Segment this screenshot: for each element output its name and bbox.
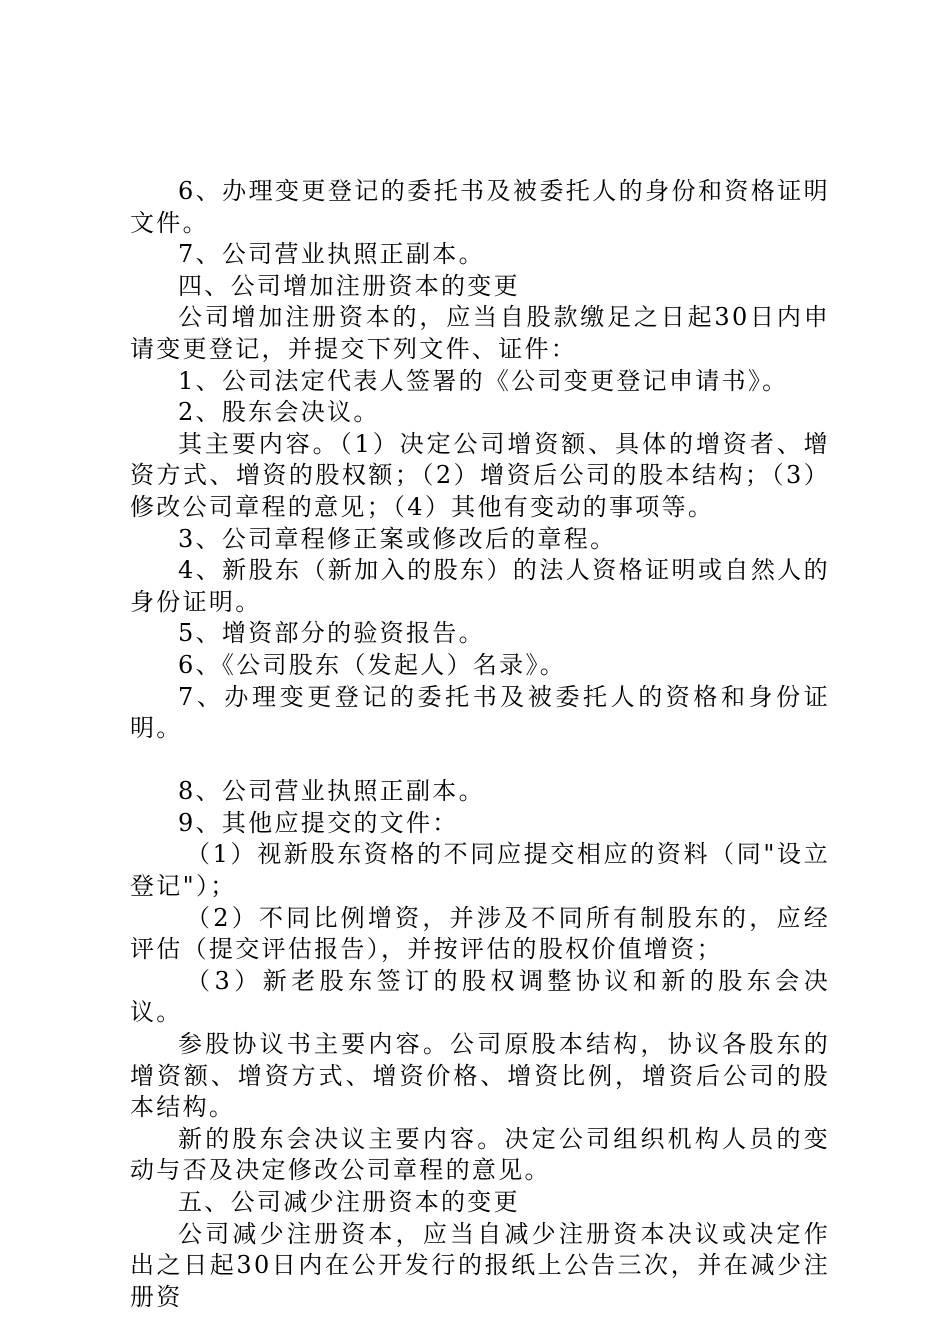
paragraph-item-8-business-license: 8、公司营业执照正副本。	[178, 777, 485, 806]
paragraph-item-2-resolution: 2、股东会决议。	[178, 398, 380, 427]
paragraph-item-6-shareholder-list: 6、《公司股东（发起人）名录》。	[178, 650, 567, 679]
paragraph-item-3-articles: 3、公司章程修正案或修改后的章程。	[178, 524, 617, 553]
paragraph-item-9-other-documents: 9、其他应提交的文件：	[178, 808, 459, 837]
paragraph-subitem-1: （1）视新股东资格的不同应提交相应的资料（同"设立登记"）；	[130, 840, 830, 901]
paragraph-resolution-contents: 其主要内容。（1）决定公司增资额、具体的增资者、增资方式、增资的股权额；（2）增资后公司的股本结构；（3）修改公司章程的意见；（4）其他有变动的事项等。	[130, 429, 830, 521]
paragraph-new-resolution-contents: 新的股东会决议主要内容。决定公司组织机构人员的变动与否及决定修改公司章程的意见。	[130, 1124, 830, 1185]
paragraph-item-5-capital-verification: 5、增资部分的验资报告。	[178, 619, 485, 648]
paragraph-capital-increase-intro: 公司增加注册资本的，应当自股款缴足之日起30日内申请变更登记，并提交下列文件、证件：	[130, 303, 830, 363]
paragraph-item-7-power-of-attorney: 7、办理变更登记的委托书及被委托人的资格和身份证明。	[130, 682, 830, 743]
section-heading-capital-reduction: 五、公司减少注册资本的变更	[178, 1188, 520, 1216]
paragraph-capital-reduction-intro: 公司减少注册资本，应当自减少注册资本决议或决定作出之日起30日内在公开发行的报纸上公告三次，并在减少注册资	[130, 1219, 830, 1311]
blank-line	[130, 745, 830, 777]
paragraph-subitem-2: （2）不同比例增资，并涉及不同所有制股东的，应经评估（提交评估报告），并按评估的股权价值增资；	[130, 903, 830, 964]
paragraph-subitem-3: （3）新老股东签订的股权调整协议和新的股东会决议。	[130, 966, 830, 1027]
paragraph-agreement-contents: 参股协议书主要内容。公司原股本结构，协议各股东的增资额、增资方式、增资价格、增资比例，增资后公司的股本结构。	[130, 1030, 830, 1122]
paragraph-item-6-power-of-attorney: 6、办理变更登记的委托书及被委托人的身份和资格证明文件。	[130, 177, 830, 237]
paragraph-item-7-business-license: 7、公司营业执照正副本。	[178, 240, 485, 269]
paragraph-item-4-new-shareholder: 4、新股东（新加入的股东）的法人资格证明或自然人的身份证明。	[130, 556, 830, 616]
paragraph-item-1-application: 1、公司法定代表人签署的《公司变更登记申请书》。	[178, 366, 789, 395]
section-heading-capital-increase: 四、公司增加注册资本的变更	[178, 271, 520, 300]
document-body	[130, 176, 830, 1313]
